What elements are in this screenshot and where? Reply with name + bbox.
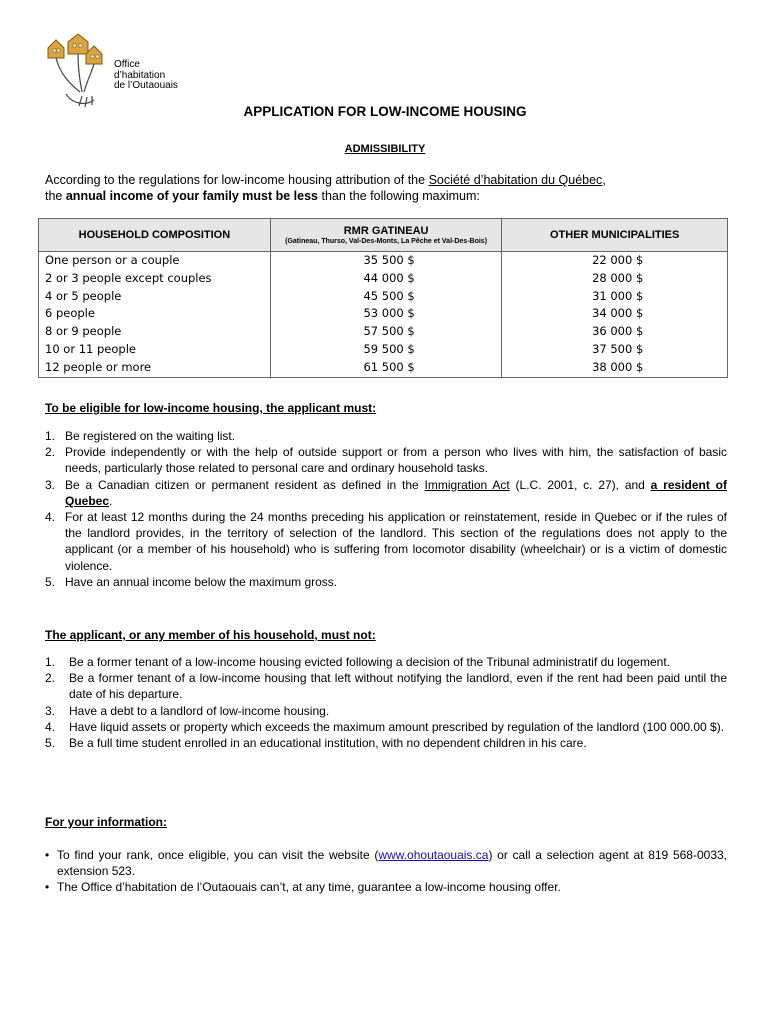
header-gatineau: RMR GATINEAU (Gatineau, Thurso, Val-Des-Monts, La Pêche et Val-Des-Bois): [270, 219, 502, 252]
cell-composition: 12 people or more: [45, 359, 152, 374]
cell-gatineau: 59 500 $: [270, 341, 502, 359]
cell-gatineau: 53 000 $: [270, 305, 502, 323]
table-row: [39, 270, 728, 288]
cell-composition: 10 or 11 people: [45, 341, 136, 356]
website-link[interactable]: www.ohoutaouais.ca: [378, 848, 489, 862]
list-item: 2. Be a former tenant of a low-income housing that left without notifying the landlord, even if the rent had been paid until the date of his departure.: [45, 671, 727, 702]
cell-gatineau: 57 500 $: [270, 323, 502, 341]
intro-paragraph: According to the regulations for low-income housing attribution of the Société d’habitation du Québec, the annual income of your family must be less than the following maximum:: [45, 173, 606, 203]
list-item: 3. Have a debt to a landlord of low-income housing.: [45, 703, 330, 718]
must-heading: To be eligible for low-income housing, the applicant must:: [45, 401, 377, 415]
table-row: [39, 288, 728, 306]
cell-other: 22 000 $: [502, 252, 728, 270]
table-row: [39, 341, 728, 359]
table-row: [39, 252, 728, 270]
income-emphasis: annual income of your family must be less: [65, 189, 319, 203]
cell-other: 34 000 $: [502, 305, 728, 323]
cell-other: 38 000 $: [502, 359, 728, 377]
cell-composition: 2 or 3 people except couples: [45, 270, 212, 285]
income-table: [38, 218, 728, 378]
cell-other: 36 000 $: [502, 323, 728, 341]
list-item: 2. Provide independently or with the help of outside support or from a person who lives with him, the satisfaction of basic needs, particularly those related to personal care and ordinary household tasks.: [45, 445, 727, 476]
cell-gatineau: 35 500 $: [270, 252, 502, 270]
list-item: 5. Be a full time student enrolled in an educational institution, with no dependent children in his care.: [45, 736, 587, 751]
list-item: 1. Be registered on the waiting list.: [45, 429, 236, 443]
list-item: • To find your rank, once eligible, you can visit the website (www.ohoutaouais.ca) or call a selection agent at 819 568-0033, extension 523.: [45, 848, 727, 879]
cell-composition: 8 or 9 people: [45, 324, 122, 339]
list-item: 1. Be a former tenant of a low-income housing evicted following a decision of the Tribunal administratif du logement.: [45, 655, 670, 669]
section-subtitle: ADMISSIBILITY: [344, 143, 426, 155]
mustnot-list: [45, 654, 727, 751]
cell-gatineau: 44 000 $: [270, 270, 502, 288]
houses-logo-icon: [46, 34, 116, 114]
page-title: APPLICATION FOR LOW-INCOME HOUSING: [243, 104, 527, 119]
cell-composition: 6 people: [45, 306, 95, 321]
table-row: [39, 323, 728, 341]
mustnot-heading: The applicant, or any member of his household, must not:: [45, 628, 376, 642]
logo: [46, 34, 206, 114]
info-heading: For your information:: [45, 815, 167, 829]
info-list: [45, 847, 727, 896]
cell-composition: One person or a couple: [45, 253, 180, 267]
logo-text: [114, 60, 178, 92]
list-item: 5. Have an annual income below the maximum gross.: [45, 574, 338, 589]
must-list: [45, 428, 727, 590]
header-household: HOUSEHOLD COMPOSITION: [39, 219, 271, 252]
list-item: 4. Have liquid assets or property which exceeds the maximum amount prescribed by regulation of the landlord (100 000.00 $).: [45, 719, 725, 734]
list-item: • The Office d’habitation de l’Outaouais can’t, at any time, guarantee a low-income housing offer.: [45, 880, 561, 895]
cell-other: 31 000 $: [502, 288, 728, 306]
list-item: 4. For at least 12 months during the 24 months preceding his application or reinstatement, reside in Quebec or if the rules of the landlord provides, in the territory of selection of the landlord. This section of the regulations does not apply to the applicant (or a member of his household) who is suffering from locomotor disability (wheelchair) or is a victim of domestic violence.: [45, 510, 727, 573]
cell-gatineau: 45 500 $: [270, 288, 502, 306]
header-other: OTHER MUNICIPALITIES: [502, 219, 728, 252]
logo-line-3: de l’Outaouais: [114, 80, 178, 91]
table-row: [39, 305, 728, 323]
logo-line-2: d’habitation: [114, 69, 166, 81]
list-item: 3. Be a Canadian citizen or permanent resident as defined in the Immigration Act (L.C. 2001, c. 27), and a resident of Quebec.: [45, 477, 727, 508]
cell-gatineau: 61 500 $: [270, 359, 502, 377]
shq-name: Société d’habitation du Québec: [428, 173, 603, 187]
cell-other: 28 000 $: [502, 270, 728, 288]
cell-composition: 4 or 5 people: [45, 288, 122, 303]
table-row: [39, 359, 728, 377]
logo-line-1: Office: [114, 59, 140, 70]
cell-other: 37 500 $: [502, 341, 728, 359]
